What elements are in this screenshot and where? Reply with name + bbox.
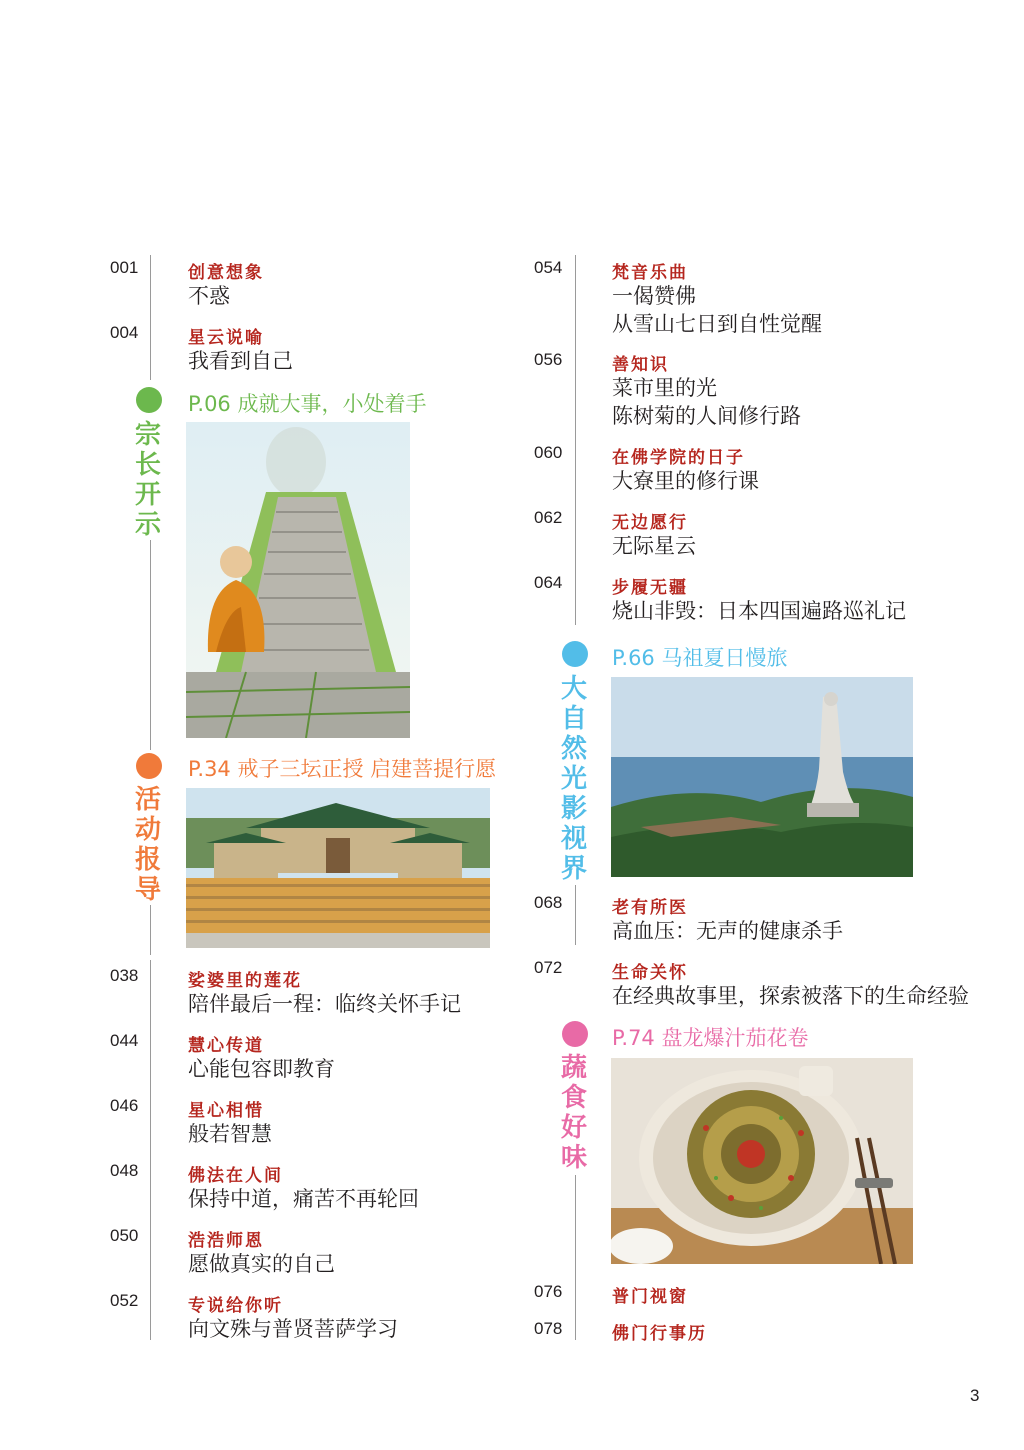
entry-title[interactable]: 保持中道，痛苦不再轮回 — [188, 1187, 419, 1211]
right-divider-top — [575, 255, 576, 625]
entry-title[interactable]: 向文殊与普贤菩萨学习 — [188, 1317, 398, 1341]
entry-category[interactable]: 星心相惜 — [188, 1101, 264, 1121]
page-number: 3 — [970, 1386, 980, 1405]
section-dot-blue — [562, 641, 588, 667]
entry-number: 052 — [110, 1291, 139, 1310]
entry-number: 068 — [534, 893, 563, 912]
entry-number: 001 — [110, 258, 139, 277]
entry-title[interactable]: 心能包容即教育 — [188, 1057, 335, 1081]
entry-category[interactable]: 佛门行事历 — [612, 1324, 707, 1344]
entry-title[interactable]: 菜市里的光 — [612, 376, 717, 400]
right-divider-bottom — [575, 1175, 576, 1340]
entry-title[interactable]: 烧山非毁：日本四国遍路巡礼记 — [612, 599, 906, 623]
monk-stairs-image[interactable] — [186, 422, 410, 738]
section-dot-green — [136, 387, 162, 413]
section-label-text: 宗长开示 — [135, 420, 162, 540]
entry-title[interactable]: 从雪山七日到自性觉醒 — [612, 312, 822, 336]
entry-category[interactable]: 佛法在人间 — [188, 1166, 283, 1186]
entry-number: 078 — [534, 1319, 563, 1338]
entry-category[interactable]: 老有所医 — [612, 898, 688, 918]
entry-number: 046 — [110, 1096, 139, 1115]
left-divider — [150, 905, 151, 955]
temple-group-image[interactable] — [186, 788, 490, 948]
feature-link-p74[interactable]: P.74 盘龙爆汁茄花卷 — [612, 1026, 809, 1050]
entry-category[interactable]: 生命关怀 — [612, 963, 688, 983]
entry-category[interactable]: 慧心传道 — [188, 1036, 264, 1056]
entry-number: 072 — [534, 958, 563, 977]
section-label-text: 大自然光影视界 — [561, 674, 588, 884]
monk-stairs-illustration — [186, 422, 410, 738]
feature-link-p06[interactable]: P.06 成就大事，小处着手 — [188, 392, 427, 416]
right-divider — [575, 885, 576, 945]
entry-category[interactable]: 在佛学院的日子 — [612, 448, 745, 468]
entry-category[interactable]: 步履无疆 — [612, 578, 688, 598]
eggplant-roll-photo — [611, 1058, 913, 1264]
entry-number: 064 — [534, 573, 563, 592]
entry-number: 062 — [534, 508, 563, 527]
eggplant-dish-image[interactable] — [611, 1058, 913, 1264]
entry-title[interactable]: 在经典故事里，探索被落下的生命经验 — [612, 984, 969, 1008]
mazu-statue-photo — [611, 677, 913, 877]
entry-category[interactable]: 善知识 — [612, 355, 669, 375]
section-label-zongzhang — [135, 420, 165, 540]
entry-number: 076 — [534, 1282, 563, 1301]
entry-title[interactable]: 陈树菊的人间修行路 — [612, 404, 801, 428]
left-divider — [150, 540, 151, 750]
entry-number: 004 — [110, 323, 139, 342]
mazu-statue-image[interactable] — [611, 677, 913, 877]
section-dot-pink — [562, 1021, 588, 1047]
section-dot-orange — [136, 753, 162, 779]
entry-category[interactable]: 专说给你听 — [188, 1296, 283, 1316]
entry-title[interactable]: 大寮里的修行课 — [612, 469, 759, 493]
entry-category[interactable]: 梵音乐曲 — [612, 263, 688, 283]
entry-category[interactable]: 创意想象 — [188, 263, 264, 283]
feature-link-p34[interactable]: P.34 戒子三坛正授 启建菩提行愿 — [188, 757, 497, 781]
entry-number: 048 — [110, 1161, 139, 1180]
section-label-text: 蔬食好味 — [561, 1053, 588, 1173]
left-divider-top — [150, 255, 151, 380]
entry-category[interactable]: 普门视窗 — [612, 1287, 688, 1307]
entry-title[interactable]: 无际星云 — [612, 534, 696, 558]
feature-link-p66[interactable]: P.66 马祖夏日慢旅 — [612, 646, 788, 670]
entry-number: 044 — [110, 1031, 139, 1050]
entry-category[interactable]: 娑婆里的莲花 — [188, 971, 302, 991]
section-label-huodong — [135, 785, 165, 905]
entry-number: 060 — [534, 443, 563, 462]
entry-number: 050 — [110, 1226, 139, 1245]
entry-title[interactable]: 愿做真实的自己 — [188, 1252, 335, 1276]
entry-number: 056 — [534, 350, 563, 369]
entry-title[interactable]: 陪伴最后一程：临终关怀手记 — [188, 992, 461, 1016]
left-divider-bottom — [150, 960, 151, 1340]
entry-category[interactable]: 无边愿行 — [612, 513, 688, 533]
section-label-shushi — [561, 1053, 591, 1173]
entry-title[interactable]: 高血压：无声的健康杀手 — [612, 919, 843, 943]
entry-title[interactable]: 不惑 — [188, 284, 230, 308]
entry-category[interactable]: 星云说喻 — [188, 328, 264, 348]
entry-title[interactable]: 一偈赞佛 — [612, 284, 696, 308]
entry-category[interactable]: 浩浩师恩 — [188, 1231, 264, 1251]
entry-number: 054 — [534, 258, 563, 277]
entry-title[interactable]: 般若智慧 — [188, 1122, 272, 1146]
section-label-daziran — [561, 674, 591, 884]
temple-group-photo — [186, 788, 490, 948]
section-label-text: 活动报导 — [135, 785, 162, 905]
entry-number: 038 — [110, 966, 139, 985]
entry-title[interactable]: 我看到自己 — [188, 349, 293, 373]
